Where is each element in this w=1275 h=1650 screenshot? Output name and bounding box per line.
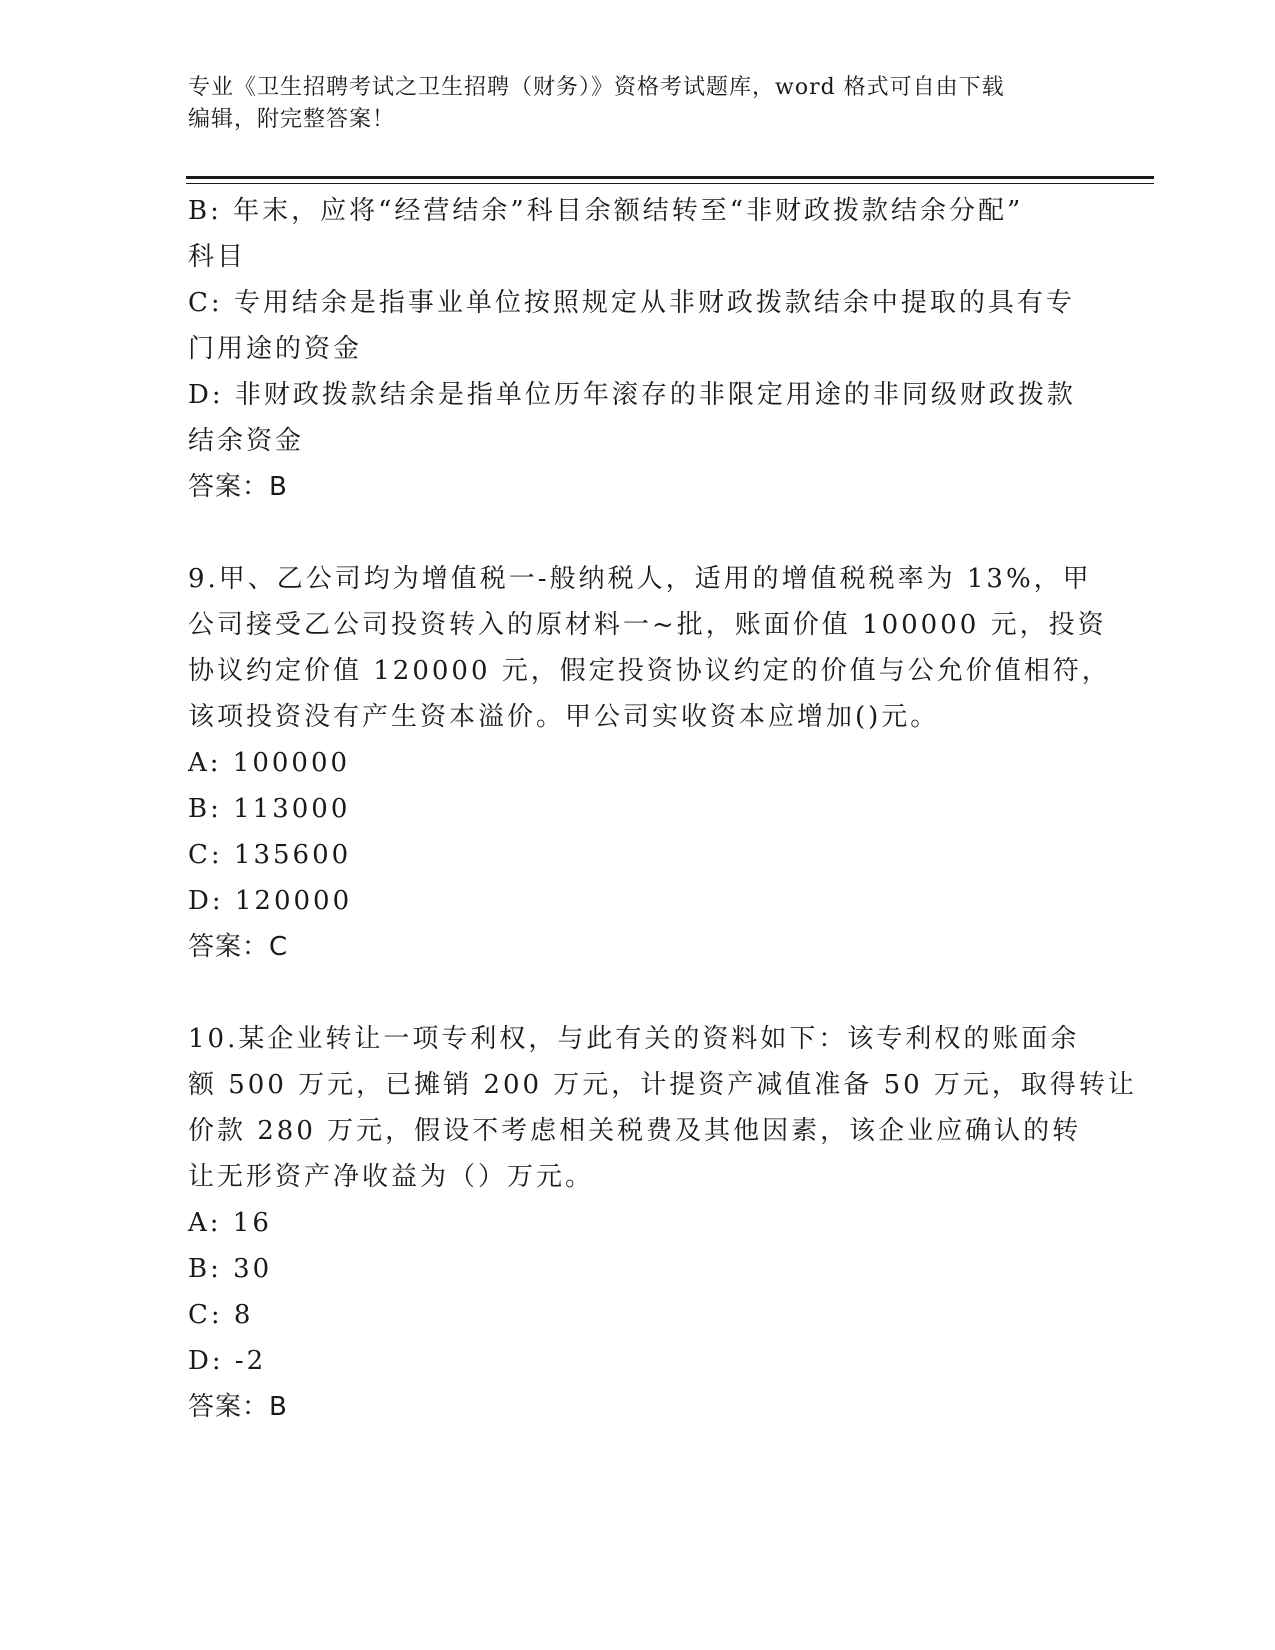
option-b-line-2: 科目 bbox=[188, 242, 247, 272]
question-9-option-d: D: 120000 bbox=[188, 886, 353, 916]
question-10-option-c: C: 8 bbox=[188, 1300, 254, 1330]
header-line-1: 专业《卫生招聘考试之卫生招聘（财务）》资格考试题库，word 格式可自由下载 bbox=[188, 75, 1005, 100]
question-9-answer: 答案：C bbox=[188, 932, 289, 962]
document-header bbox=[188, 72, 1088, 136]
question-10-line-1: 10.某企业转让一项专利权，与此有关的资料如下：该专利权的账面余 bbox=[188, 1024, 1080, 1054]
question-10-block bbox=[188, 1016, 1137, 1430]
question-9-line-4: 该项投资没有产生资本溢价。甲公司实收资本应增加()元。 bbox=[188, 702, 940, 732]
question-10-option-d: D: -2 bbox=[188, 1346, 267, 1376]
question-10-option-b: B: 30 bbox=[188, 1254, 273, 1284]
question-9-option-a: A: 100000 bbox=[188, 748, 351, 778]
option-d-line-1: D: 非财政拨款结余是指单位历年滚存的非限定用途的非同级财政拨款 bbox=[188, 380, 1076, 410]
option-c-line-2: 门用途的资金 bbox=[188, 334, 363, 364]
question-10-option-a: A: 16 bbox=[188, 1208, 272, 1238]
spacer bbox=[188, 970, 1088, 1016]
previous-question-block bbox=[188, 188, 1088, 510]
question-9-block bbox=[188, 556, 1111, 970]
question-9-option-c: C: 135600 bbox=[188, 840, 352, 870]
header-rule-thick bbox=[186, 176, 1154, 179]
option-b-line-1: B: 年末，应将“经营结余”科目余额结转至“非财政拨款结余分配” bbox=[188, 196, 1024, 226]
answer-line: 答案：B bbox=[188, 472, 288, 502]
header-line-2: 编辑，附完整答案！ bbox=[188, 107, 396, 132]
option-d-line-2: 结余资金 bbox=[188, 426, 305, 456]
question-10-answer: 答案：B bbox=[188, 1392, 288, 1422]
question-10-line-4: 让无形资产净收益为（）万元。 bbox=[188, 1162, 595, 1192]
question-10-line-2: 额 500 万元，已摊销 200 万元，计提资产减值准备 50 万元，取得转让 bbox=[188, 1070, 1137, 1100]
question-9-option-b: B: 113000 bbox=[188, 794, 351, 824]
spacer bbox=[188, 510, 1088, 556]
header-rule-thin bbox=[186, 183, 1154, 184]
question-10-line-3: 价款 280 万元，假设不考虑相关税费及其他因素，该企业应确认的转 bbox=[188, 1116, 1082, 1146]
option-c-line-1: C: 专用结余是指事业单位按照规定从非财政拨款结余中提取的具有专 bbox=[188, 288, 1075, 318]
question-9-line-2: 公司接受乙公司投资转入的原材料一~批，账面价值 100000 元，投资 bbox=[188, 610, 1107, 640]
question-9-line-1: 9.甲、乙公司均为增值税一-般纳税人，适用的增值税税率为 13%，甲 bbox=[188, 564, 1092, 594]
question-9-line-3: 协议约定价值 120000 元，假定投资协议约定的价值与公允价值相符， bbox=[188, 656, 1111, 686]
document-body bbox=[188, 188, 1137, 1430]
